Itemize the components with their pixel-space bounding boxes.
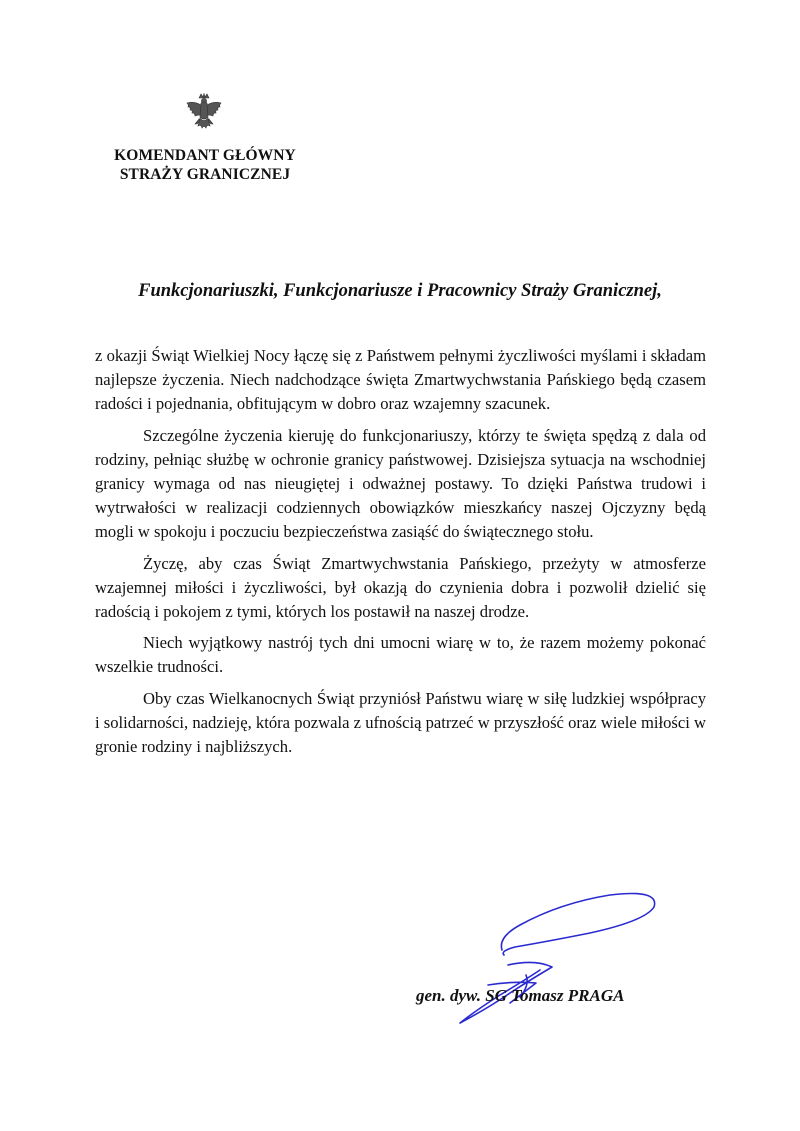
handwritten-signature bbox=[440, 885, 670, 1035]
letterhead-line-2: STRAŻY GRANICZNEJ bbox=[119, 166, 291, 183]
paragraph-4: Niech wyjątkowy nastrój tych dni umocni wiarę w to, że razem możemy pokonać wszelkie trudności. bbox=[95, 633, 706, 677]
polish-eagle-emblem-icon bbox=[184, 93, 224, 135]
salutation: Funkcjonariuszki, Funkcjonariusze i Pracownicy Straży Granicznej, bbox=[138, 281, 662, 301]
paragraph-1: z okazji Świąt Wielkiej Nocy łączę się z Państwem pełnymi życzliwości myślami i składam najlepsze życzenia. Niech nadchodzące święta Zmartwychwstania Pańskiego będą czasem radości i pojednania, obfitującym w dobro oraz wzajemny szacunek. bbox=[95, 346, 706, 414]
paragraph-5: Oby czas Wielkanocnych Świąt przyniósł Państwu wiarę w siłę ludzkiej współpracy i solidarności, nadzieję, która pozwala z ufnością patrzeć w przyszłość oraz wiele miłości w gronie rodziny i najbliższych. bbox=[95, 688, 706, 757]
letterhead bbox=[95, 146, 315, 184]
signatory-name: gen. dyw. SG Tomasz PRAGA bbox=[416, 986, 625, 1005]
paragraph-3: Życzę, aby czas Świąt Zmartwychwstania Pańskiego, przeżyty w atmosferze wzajemnej miłości i życzliwości, był okazją do czynienia dobra i pozwolił dzielić się radością i pokojem z tymi, których los postawił na naszej drodze. bbox=[95, 553, 706, 622]
letterhead-line-1: KOMENDANT GŁÓWNY bbox=[114, 147, 296, 164]
paragraph-2: Szczególne życzenia kieruję do funkcjonariuszy, którzy te święta spędzą z dala od rodziny, pełniąc służbę w ochronie granicy państwowej. Dzisiejsza sytuacja na wschodniej granicy wymaga od nas nieugiętej i odważnej postawy. To dzięki Państwa trudowi i wytrwałości w realizacji codziennych obowiązków mieszkańcy naszej Ojczyzny będą mogli w spokoju i poczuciu bezpieczeństwa zasiąść do świątecznego stołu. bbox=[95, 425, 706, 542]
letter-body bbox=[95, 344, 706, 766]
